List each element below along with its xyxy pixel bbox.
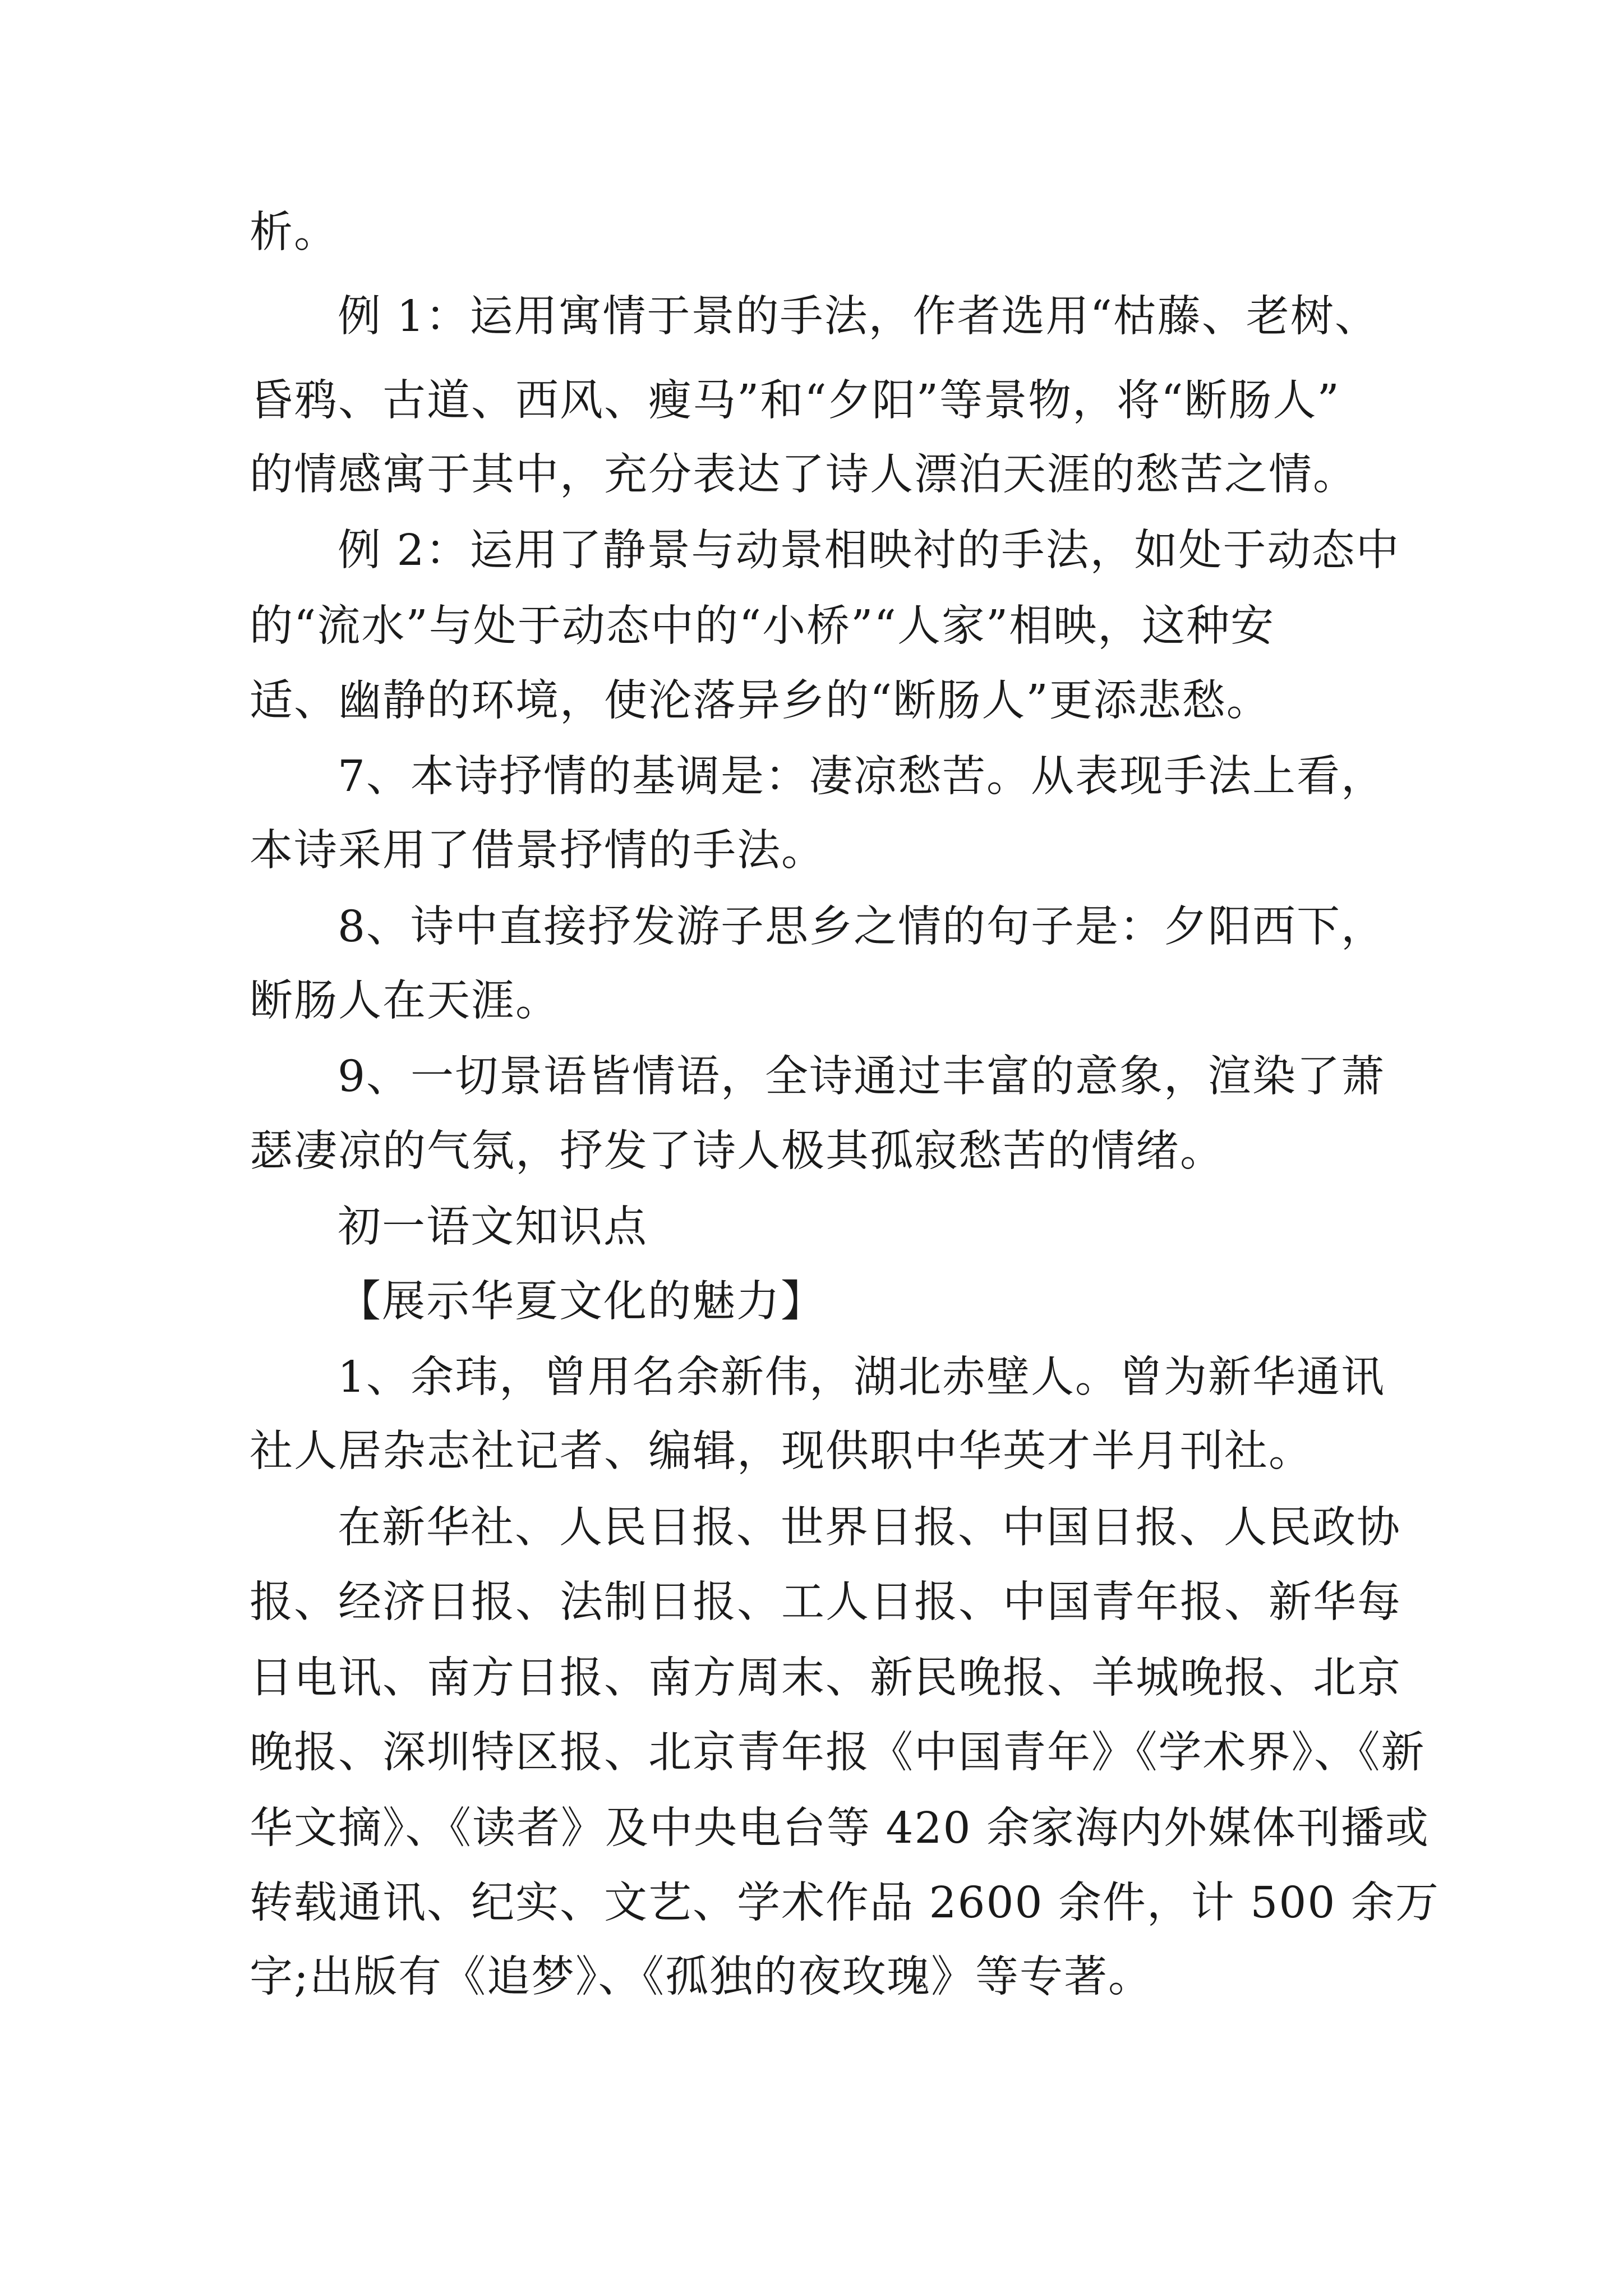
paragraph-line: 断肠人在天涯。 [250,976,560,1026]
paragraph-line: 析。 [250,208,338,257]
paragraph-line: 社人居杂志社记者、编辑，现供职中华英才半月刊社。 [250,1427,1313,1476]
paragraph-line: 的“流水”与处于动态中的“小桥”“人家”相映，这种安 [250,601,1275,651]
paragraph-line: 昏鸦、古道、西风、瘦马”和“夕阳”等景物，将“断肠人” [250,376,1340,426]
paragraph-line: 华文摘》、《读者》及中央电台等 420 余家海内外媒体刊播或 [250,1803,1430,1853]
paragraph-line: 适、幽静的环境，使沦落异乡的“断肠人”更添悲愁。 [250,676,1271,726]
paragraph-line: 1、余玮，曾用名余新伟，湖北赤壁人。曾为新华通讯 [338,1352,1385,1402]
paragraph-line: 8、诗中直接抒发游子思乡之情的句子是：夕阳西下， [338,902,1385,952]
paragraph-line: 晚报、深圳特区报、北京青年报《中国青年》《学术界》、《新 [250,1728,1426,1778]
paragraph-line: 字;出版有《追梦》、《孤独的夜玫瑰》等专著。 [250,1952,1152,2002]
paragraph-line: 瑟凄凉的气氛，抒发了诗人极其孤寂愁苦的情绪。 [250,1126,1224,1176]
paragraph-line: 在新华社、人民日报、世界日报、中国日报、人民政协 [338,1503,1401,1553]
paragraph-line: 9、一切景语皆情语，全诗通过丰富的意象，渲染了萧 [338,1052,1385,1102]
paragraph-line: 例 2：运用了静景与动景相映衬的手法，如处于动态中 [338,526,1400,576]
paragraph-line: 本诗采用了借景抒情的手法。 [250,826,826,876]
section-subheading: 【展示华夏文化的魅力】 [338,1277,825,1327]
paragraph-line: 日电讯、南方日报、南方周末、新民晚报、羊城晚报、北京 [250,1653,1401,1703]
paragraph-line: 的情感寓于其中，充分表达了诗人漂泊天涯的愁苦之情。 [250,450,1357,500]
section-heading: 初一语文知识点 [338,1202,648,1252]
paragraph-line: 报、经济日报、法制日报、工人日报、中国青年报、新华每 [250,1577,1401,1627]
paragraph-line: 例 1：运用寓情于景的手法，作者选用“枯藤、老树、 [338,292,1379,342]
paragraph-line: 转载通讯、纪实、文艺、学术作品 2600 余件，计 500 余万 [250,1878,1440,1928]
paragraph-line: 7、本诗抒情的基调是：凄凉愁苦。从表现手法上看， [338,752,1385,802]
